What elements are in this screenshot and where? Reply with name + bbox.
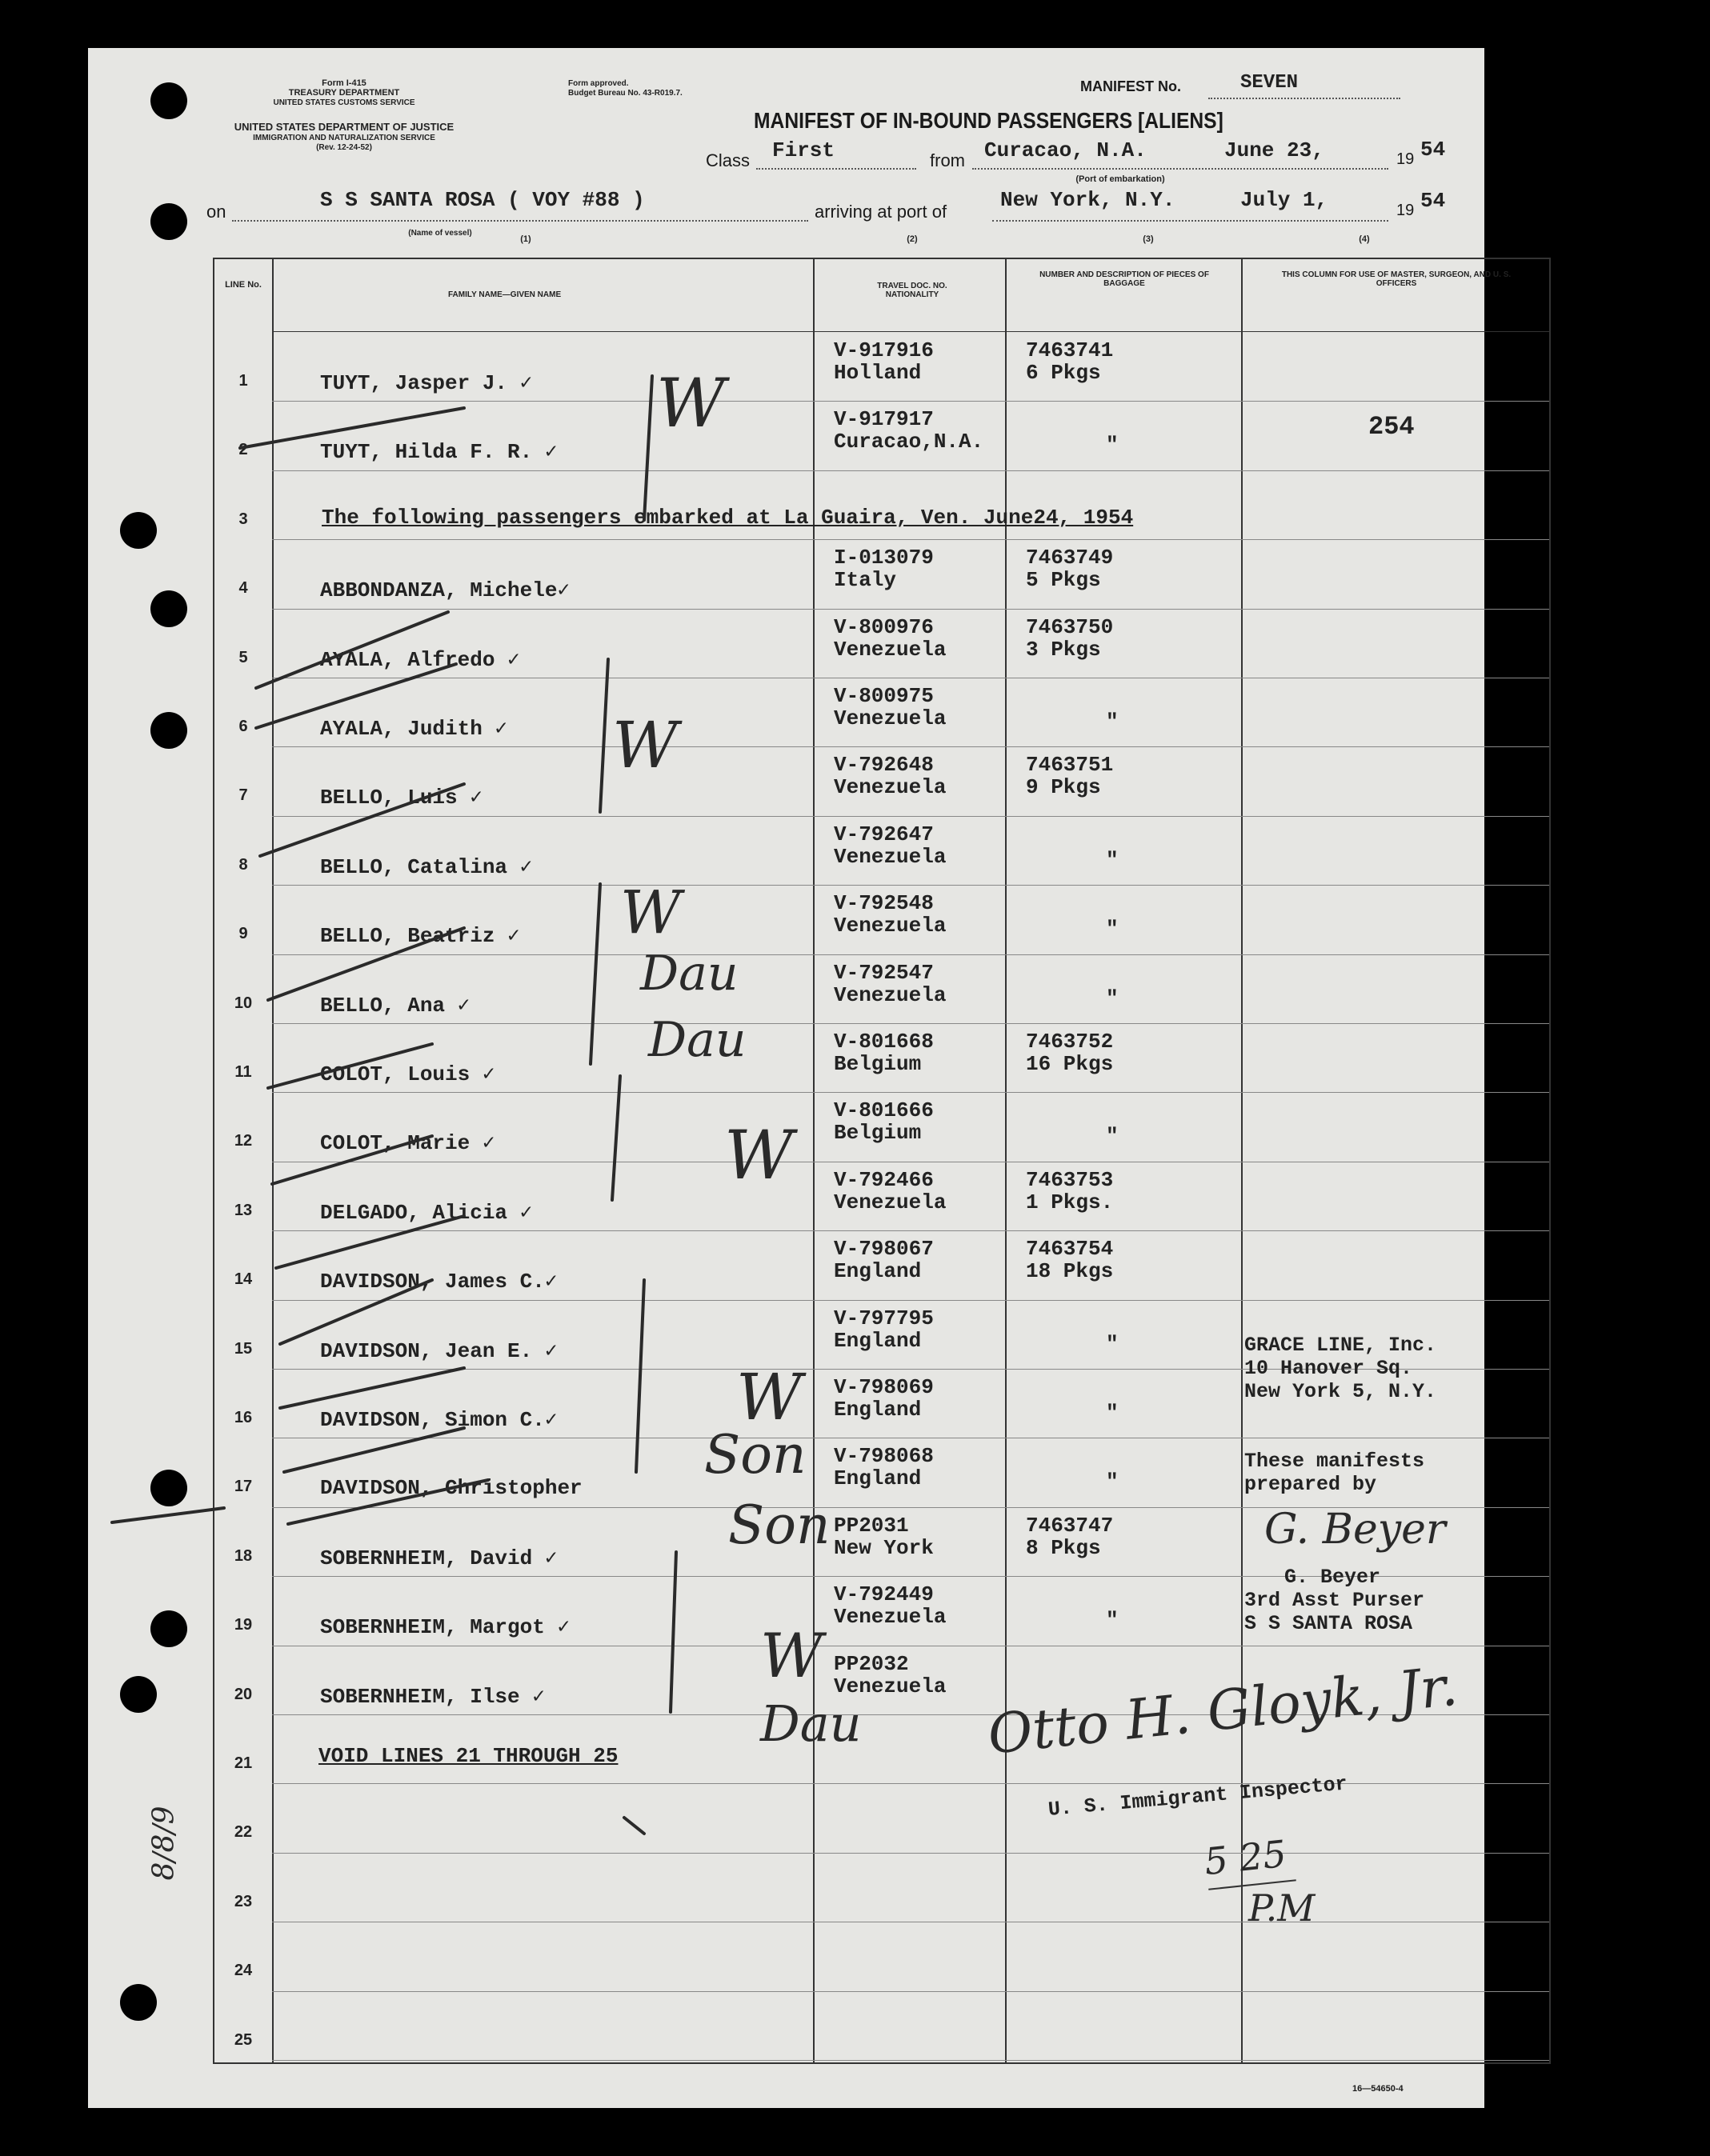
travel-doc-number: V-792547: [834, 960, 934, 985]
col-number-3: (3): [1143, 234, 1154, 244]
nationality: Holland: [834, 361, 922, 385]
col-number-4: (4): [1359, 234, 1370, 244]
baggage-pieces: 5 Pkgs: [1026, 568, 1101, 593]
travel-doc-number: V-792647: [834, 822, 934, 846]
manifest-no-label: MANIFEST No.: [1080, 78, 1181, 94]
line-number: 15: [234, 1339, 253, 1358]
nationality: Venezuela: [834, 1605, 947, 1630]
line-number: 6: [238, 718, 248, 735]
class-label: Class: [706, 150, 751, 170]
prepared-line-1: These manifests: [1244, 1450, 1425, 1473]
passenger-name: DAVIDSON, Christopher: [320, 1476, 583, 1501]
baggage-number: ": [1106, 847, 1119, 872]
officer-number: 254: [1368, 412, 1415, 442]
binder-hole: [120, 1676, 157, 1713]
nationality: England: [834, 1466, 922, 1491]
margin-note: 8/8/9: [147, 1806, 181, 1881]
travel-doc-number: V-917916: [834, 338, 934, 362]
port-caption: (Port of embarkation): [1075, 174, 1165, 184]
approved-label: Form approved.: [568, 79, 629, 88]
line-number: 4: [238, 579, 248, 598]
line-number: 24: [234, 1962, 253, 1980]
embark-note: The following passengers embarked at La Guaira, Ven. June24, 1954: [322, 506, 1134, 530]
travel-doc-number: V-801668: [834, 1030, 934, 1054]
baggage-number: 7463747: [1026, 1513, 1114, 1538]
line-number: 12: [234, 1132, 253, 1150]
line-number: 21: [234, 1754, 253, 1772]
passenger-name: DELGADO, Alicia ✓: [320, 1200, 533, 1225]
line-number: 2: [238, 441, 248, 459]
line-number: 25: [234, 2030, 253, 2049]
binder-hole: [120, 512, 157, 549]
nationality: Belgium: [834, 1052, 922, 1076]
line-number: 19: [234, 1616, 253, 1634]
passenger-name: COLOT, Louis ✓: [320, 1062, 495, 1086]
nationality: New York: [834, 1535, 934, 1560]
inspector-signature: Otto H. Gloyk, Jr.: [984, 1654, 1461, 1767]
nationality: Belgium: [834, 1121, 922, 1146]
baggage-number: ": [1106, 1470, 1119, 1494]
baggage-number: 7463754: [1026, 1237, 1114, 1262]
passenger-name: SOBERNHEIM, David ✓: [320, 1546, 558, 1570]
passenger-name: ABBONDANZA, Michele✓: [320, 578, 571, 603]
from-port: Curacao, N.A.: [984, 138, 1147, 162]
binder-hole: [150, 590, 187, 627]
baggage-number: 7463749: [1026, 546, 1114, 570]
line-number: 3: [238, 510, 248, 528]
baggage-number: ": [1106, 1124, 1119, 1149]
nationality: Venezuela: [834, 1674, 947, 1698]
year-2: 54: [1420, 189, 1446, 213]
hand-mark: W: [760, 1620, 823, 1691]
vessel-caption: (Name of vessel): [408, 229, 472, 238]
travel-doc-number: V-800975: [834, 684, 934, 708]
travel-doc-number: V-792466: [834, 1167, 934, 1192]
nationality: Venezuela: [834, 637, 947, 662]
binder-hole: [150, 712, 187, 749]
header-name: FAMILY NAME—GIVEN NAME: [448, 290, 562, 299]
passenger-name: AYALA, Judith ✓: [320, 717, 508, 741]
line-number: 14: [234, 1270, 253, 1289]
binder-hole: [150, 1470, 187, 1506]
baggage-number: ": [1106, 710, 1119, 734]
baggage-pieces: 18 Pkgs: [1026, 1259, 1114, 1284]
baggage-pieces: 8 Pkgs: [1026, 1535, 1101, 1560]
year-prefix-2: 19: [1396, 202, 1415, 219]
line-number: 11: [234, 1063, 252, 1081]
arrival-port: New York, N.Y.: [1000, 188, 1175, 212]
nationality: Curacao,N.A.: [834, 430, 984, 454]
travel-doc-number: V-798069: [834, 1375, 934, 1399]
inspection-ampm: P.M: [1248, 1886, 1316, 1930]
from-date: June 23,: [1224, 138, 1324, 162]
baggage-number: 7463751: [1026, 753, 1114, 778]
inspector-title: U. S. Immigrant Inspector: [1047, 1772, 1348, 1822]
line-number: 7: [238, 786, 248, 805]
manifest-page: [88, 48, 1512, 2108]
arrival-date: July 1,: [1240, 188, 1328, 212]
nationality: Venezuela: [834, 775, 947, 800]
justice-label: UNITED STATES DEPARTMENT OF JUSTICE: [234, 121, 455, 133]
baggage-number: ": [1106, 1401, 1119, 1425]
grace-line-3: New York 5, N.Y.: [1244, 1380, 1437, 1403]
line-number: 10: [234, 994, 253, 1012]
travel-doc-number: V-792548: [834, 891, 934, 916]
class-value: First: [772, 138, 835, 162]
header-baggage: NUMBER AND DESCRIPTION OF PIECES OF BAGGAGE: [1039, 270, 1209, 288]
passenger-name: SOBERNHEIM, Margot ✓: [320, 1615, 571, 1640]
vessel-name: S S SANTA ROSA ( VOY #88 ): [320, 188, 645, 212]
nationality: Venezuela: [834, 706, 947, 730]
on-label: on: [206, 202, 226, 222]
baggage-number: ": [1106, 986, 1119, 1010]
binder-hole: [150, 203, 187, 240]
from-label: from: [930, 150, 965, 170]
col-number-1: (1): [520, 234, 531, 244]
baggage-number: 7463750: [1026, 614, 1114, 639]
hand-mark: Son: [728, 1494, 831, 1556]
prepared-line-2: prepared by: [1244, 1473, 1377, 1496]
passenger-name: TUYT, Hilda F. R. ✓: [320, 440, 558, 465]
line-number: 22: [234, 1823, 253, 1842]
baggage-pieces: 3 Pkgs: [1026, 637, 1101, 662]
line-number: 5: [238, 648, 248, 666]
travel-doc-number: V-917917: [834, 407, 934, 432]
baggage-number: ": [1106, 1608, 1119, 1633]
prepared-line-5: S S SANTA ROSA: [1244, 1612, 1413, 1635]
line-number: 17: [234, 1478, 253, 1496]
arriving-label: arriving at port of: [815, 202, 947, 222]
nationality: England: [834, 1328, 922, 1353]
preparer-signature: G. Beyer: [1264, 1506, 1446, 1554]
revision-label: (Rev. 12-24-52): [316, 143, 372, 152]
binder-hole: [150, 82, 187, 119]
baggage-number: ": [1106, 433, 1119, 458]
void-note: VOID LINES 21 THROUGH 25: [318, 1744, 619, 1768]
table-right-border: [1549, 258, 1551, 2064]
baggage-pieces: 1 Pkgs.: [1026, 1190, 1114, 1214]
grace-line-1: GRACE LINE, Inc.: [1244, 1334, 1437, 1357]
passenger-name: BELLO, Luis ✓: [320, 786, 483, 810]
travel-doc-number: PP2031: [834, 1513, 909, 1538]
hand-mark: W: [724, 1116, 794, 1194]
inspection-time: 5 25: [1202, 1831, 1288, 1884]
manifest-number: SEVEN: [1240, 72, 1299, 94]
travel-doc-number: V-798068: [834, 1444, 934, 1469]
binder-hole: [120, 1984, 157, 2021]
passenger-name: BELLO, Ana ✓: [320, 993, 471, 1018]
nationality: Venezuela: [834, 914, 947, 938]
passenger-name: BELLO, Beatriz ✓: [320, 924, 520, 949]
header-line-no: LINE No.: [225, 280, 262, 290]
hand-mark: W: [620, 878, 682, 947]
baggage-number: ": [1106, 917, 1119, 942]
prepared-line-3: G. Beyer: [1284, 1566, 1381, 1589]
treasury-label: TREASURY DEPARTMENT: [288, 88, 400, 98]
line-number: 18: [234, 1546, 253, 1565]
passenger-name: COLOT, Marie ✓: [320, 1131, 495, 1156]
baggage-pieces: 6 Pkgs: [1026, 361, 1101, 385]
hand-mark: W: [736, 1360, 803, 1434]
baggage-number: 7463752: [1026, 1030, 1114, 1054]
hand-mark: Dau: [648, 1012, 747, 1068]
col-number-2: (2): [907, 234, 918, 244]
line-number: 9: [238, 925, 248, 943]
passenger-name: DAVIDSON, Jean E. ✓: [320, 1338, 558, 1363]
handwritten-strokes: [88, 48, 1484, 2108]
passenger-name: AYALA, Alfredo ✓: [320, 647, 520, 672]
nationality: Italy: [834, 568, 897, 593]
baggage-number: 7463741: [1026, 338, 1114, 362]
hand-mark: W: [656, 364, 726, 442]
travel-doc-number: V-798067: [834, 1237, 934, 1262]
nationality: England: [834, 1398, 922, 1422]
hand-mark: Son: [704, 1424, 807, 1486]
line-number: 20: [234, 1685, 253, 1703]
line-number: 16: [234, 1409, 253, 1426]
travel-doc-number: PP2032: [834, 1651, 909, 1676]
passenger-name: TUYT, Jasper J. ✓: [320, 371, 533, 395]
passenger-name: DAVIDSON, James C.✓: [320, 1270, 558, 1294]
line-number: 23: [234, 1892, 253, 1910]
nationality: Venezuela: [834, 844, 947, 869]
manifest-title: MANIFEST OF IN-BOUND PASSENGERS [ALIENS]: [754, 108, 1223, 133]
ins-label: IMMIGRATION AND NATURALIZATION SERVICE: [253, 134, 435, 142]
travel-doc-number: V-801666: [834, 1098, 934, 1123]
header-doc: TRAVEL DOC. NO. NATIONALITY: [877, 282, 947, 299]
baggage-number: ": [1106, 1331, 1119, 1356]
line-number: 8: [238, 855, 248, 874]
baggage-pieces: 16 Pkgs: [1026, 1052, 1114, 1076]
travel-doc-number: V-800976: [834, 614, 934, 639]
grace-line-2: 10 Hanover Sq.: [1244, 1357, 1413, 1380]
customs-label: UNITED STATES CUSTOMS SERVICE: [273, 98, 415, 107]
travel-doc-number: V-792449: [834, 1582, 934, 1607]
budget-label: Budget Bureau No. 43-R019.7.: [568, 89, 683, 98]
form-number: Form I-415: [322, 78, 366, 88]
line-number: 1: [238, 372, 248, 390]
passenger-name: SOBERNHEIM, Ilse ✓: [320, 1684, 545, 1709]
nationality: England: [834, 1259, 922, 1284]
travel-doc-number: V-797795: [834, 1306, 934, 1330]
hand-mark: Dau: [640, 946, 739, 1002]
baggage-number: 7463753: [1026, 1167, 1114, 1192]
travel-doc-number: I-013079: [834, 546, 934, 570]
year-prefix-1: 19: [1396, 150, 1415, 168]
nationality: Venezuela: [834, 1190, 947, 1214]
passenger-name: DAVIDSON, Simon C.✓: [320, 1408, 558, 1432]
nationality: Venezuela: [834, 982, 947, 1007]
binder-hole: [150, 1610, 187, 1647]
hand-mark: W: [612, 708, 679, 782]
hand-mark: Dau: [760, 1694, 862, 1753]
header-officers: THIS COLUMN FOR USE OF MASTER, SURGEON, AND U. S. OFFICERS: [1281, 270, 1512, 288]
baggage-pieces: 9 Pkgs: [1026, 775, 1101, 800]
year-1: 54: [1420, 138, 1446, 162]
travel-doc-number: V-792648: [834, 753, 934, 778]
passenger-name: BELLO, Catalina ✓: [320, 854, 533, 879]
footer-code: 16—54650-4: [1352, 2084, 1404, 2094]
prepared-line-4: 3rd Asst Purser: [1244, 1589, 1425, 1612]
line-number: 13: [234, 1201, 253, 1219]
